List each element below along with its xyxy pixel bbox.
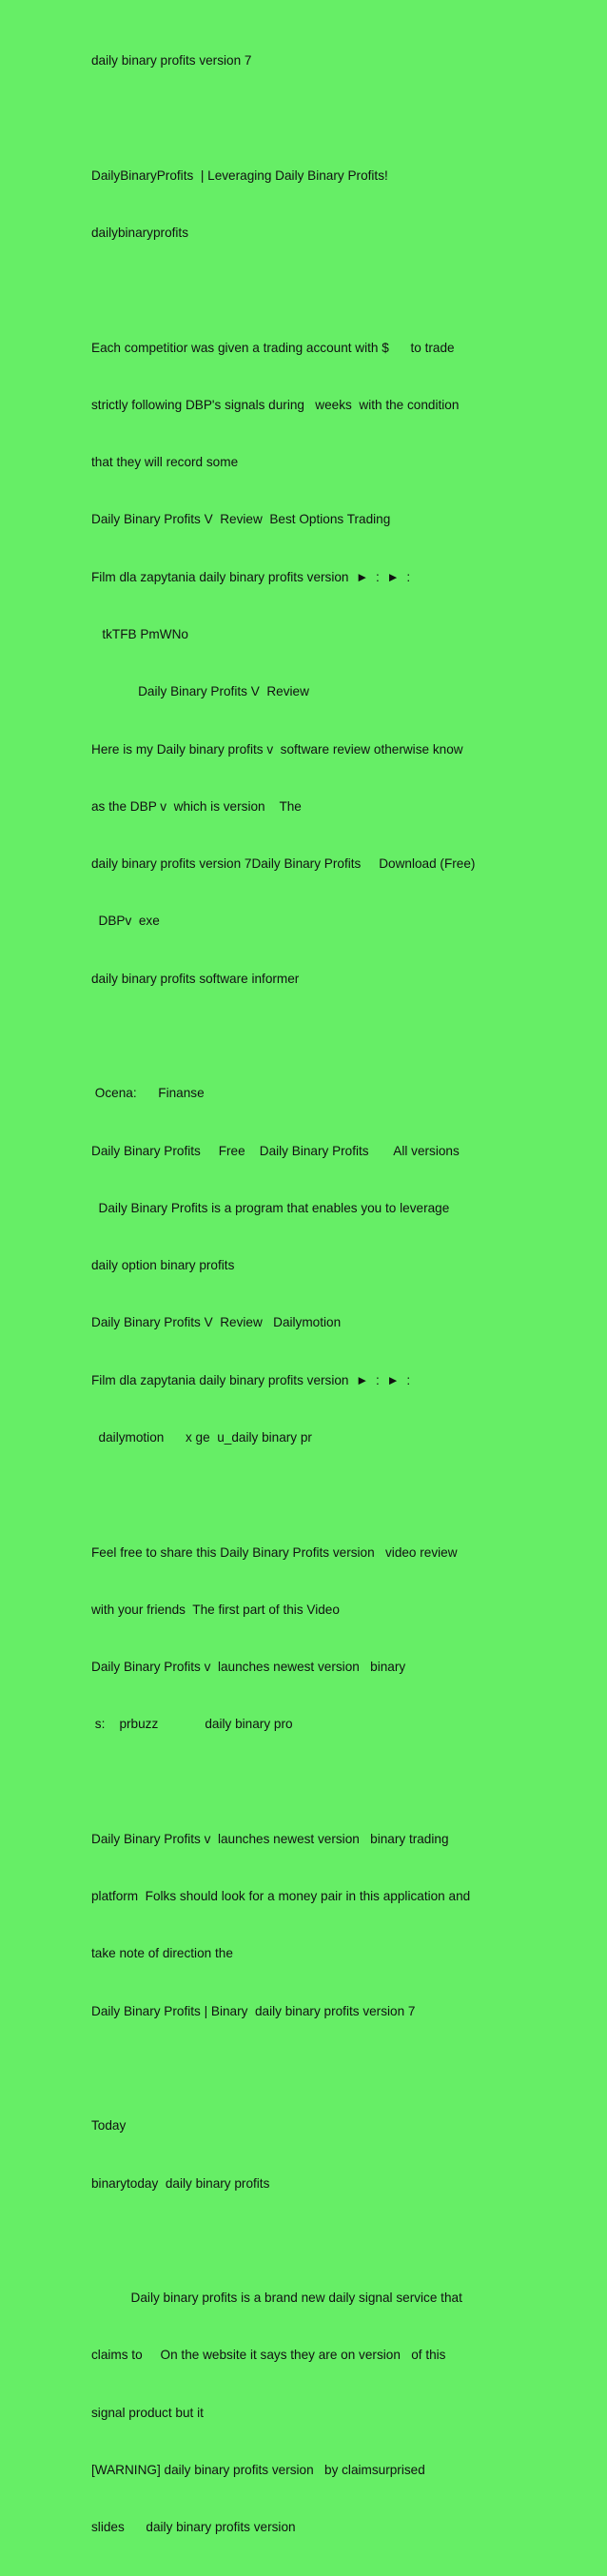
text-line: tkTFB PmWNo (91, 627, 188, 641)
text-line: Daily Binary Profits V Review Best Options Trading (91, 512, 391, 527)
text-line: with your friends The first part of this Video (91, 1602, 340, 1617)
blank-line (91, 108, 586, 128)
text-line: binarytoday daily binary profits (91, 2175, 270, 2191)
text-line: Here is my Daily binary profits v software review otherwise know (91, 741, 463, 757)
text-line: daily binary profits version 7 (91, 53, 252, 69)
text-line: as the DBP v which is version The (91, 798, 302, 814)
blank-line (91, 2232, 586, 2251)
text-line: strictly following DBP's signals during weeks with the condition (91, 397, 460, 412)
text-line: dailybinaryprofits (91, 226, 188, 241)
text-line: claims to On the website it says they are on version of this (91, 2348, 446, 2363)
text-line: Daily Binary Profits V Review Dailymotion (91, 1315, 342, 1330)
text-line: Each competitior was given a trading account with $ to trade (91, 340, 455, 355)
text-line: daily binary profits version 7Daily Binary Profits Download (Free) (91, 856, 476, 872)
text-line: Daily binary profits is a brand new daily signal service that (91, 2291, 462, 2306)
text-line: Daily Binary Profits | Binary daily binary profits version 7 (91, 2003, 416, 2018)
text-line: that they will record some (91, 455, 239, 470)
text-line: dailymotion x ge u_daily binary pr (91, 1429, 312, 1445)
text-line: take note of direction the (91, 1946, 233, 1961)
text-line: Today (91, 2118, 127, 2134)
text-line: slides daily binary profits version (91, 2520, 296, 2535)
document-text (91, 13, 586, 2576)
text-line: daily option binary profits (91, 1258, 235, 1273)
text-line: Film dla zapytania daily binary profits version ► : ► : (91, 1372, 411, 1387)
text-line: Daily Binary Profits Free Daily Binary Profits All versions (91, 1143, 460, 1158)
text-line: signal product but it (91, 2405, 204, 2420)
blank-line (91, 1485, 586, 1504)
blank-line (91, 1027, 586, 1046)
text-line: s: prbuzz daily binary pro (91, 1717, 293, 1732)
blank-line (91, 1773, 586, 1792)
text-line: Daily Binary Profits is a program that enables you to leverage (91, 1200, 450, 1215)
text-line: DailyBinaryProfits | Leveraging Daily Binary Profits! (91, 167, 388, 183)
text-line: daily binary profits software informer (91, 971, 300, 986)
text-line: Film dla zapytania daily binary profits version ► : ► : (91, 569, 411, 584)
text-line: Ocena: Finanse (91, 1086, 205, 1101)
text-line: DBPv exe (91, 914, 160, 929)
blank-line (91, 2059, 586, 2078)
text-line: platform Folks should look for a money pair in this application and (91, 1889, 471, 1904)
text-line: Daily Binary Profits V Review (91, 684, 309, 699)
text-line: Daily Binary Profits v launches newest version binary (91, 1660, 406, 1675)
text-line: [WARNING] daily binary profits version by claimsurprised (91, 2463, 425, 2477)
blank-line (91, 281, 586, 300)
text-line: Daily Binary Profits v launches newest version binary trading (91, 1831, 449, 1846)
text-line: Feel free to share this Daily Binary Profits version video review (91, 1544, 458, 1560)
